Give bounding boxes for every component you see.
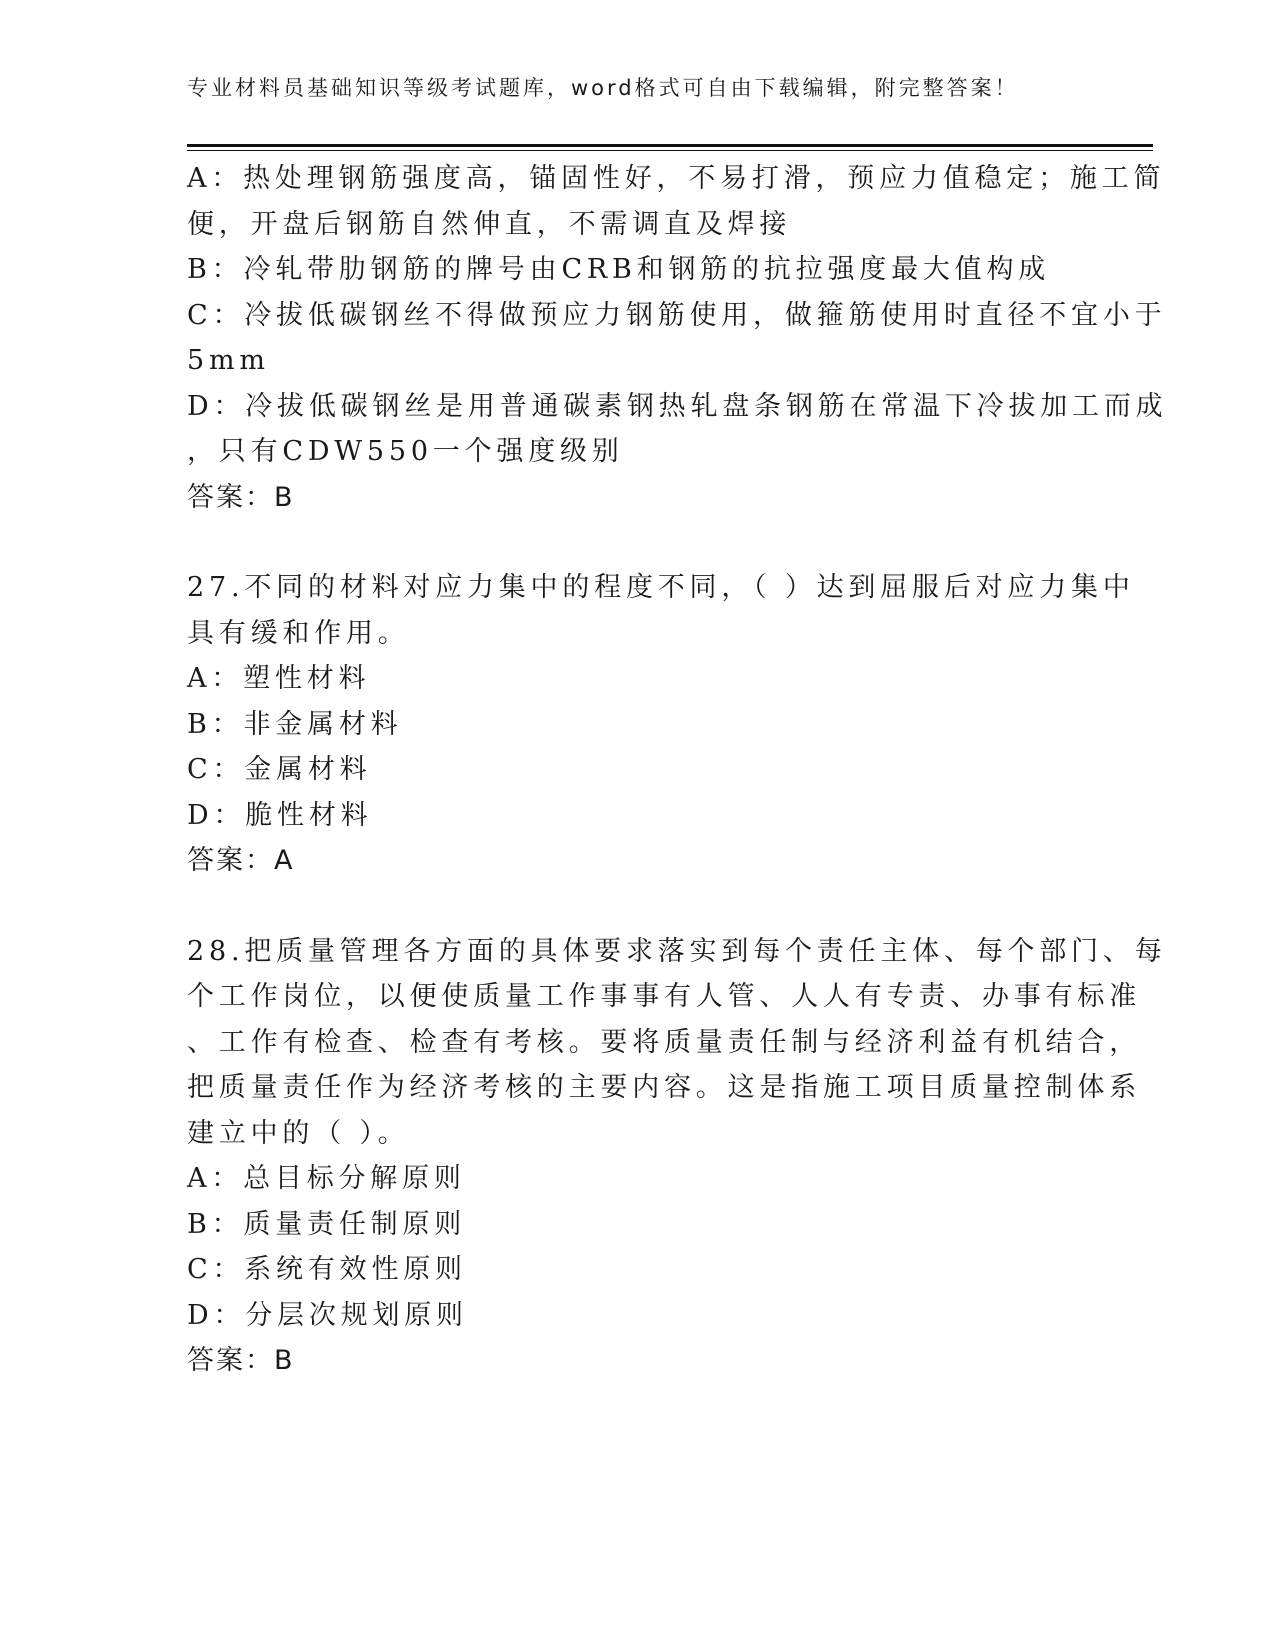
option-a-continued: 便，开盘后钢筋自然伸直，不需调直及焊接 <box>187 208 792 240</box>
question-28 <box>187 929 1167 1384</box>
question-27 <box>187 565 1135 884</box>
option-d: D：冷拔低碳钢丝是用普通碳素钢热轧盘条钢筋在常温下冷拔加工而成 <box>187 390 1168 422</box>
question-text-continued: 建立中的（ ）。 <box>187 1117 410 1149</box>
question-text-continued: 把质量责任作为经济考核的主要内容。这是指施工项目质量控制体系 <box>187 1072 1141 1103</box>
option-c: C：系统有效性原则 <box>187 1254 467 1285</box>
answer: 答案：B <box>187 1345 295 1376</box>
option-a: A：热处理钢筋强度高，锚固性好，不易打滑，预应力值稳定；施工简 <box>187 163 1166 194</box>
header-rule-thin <box>187 150 1153 151</box>
question-text-continued: 具有缓和作用。 <box>187 617 410 649</box>
answer: 答案：A <box>187 845 295 876</box>
spacer <box>187 520 1087 565</box>
question-text-continued: 、工作有检查、检查有考核。要将质量责任制与经济利益有机结合， <box>187 1026 1141 1058</box>
document-body <box>187 156 1168 1384</box>
option-b: B：非金属材料 <box>187 708 403 740</box>
option-c: C：冷拔低碳钢丝不得做预应力钢筋使用，做箍筋使用时直径不宜小于 <box>187 299 1167 331</box>
option-a: A：总目标分解原则 <box>187 1163 466 1194</box>
option-d-continued: ，只有CDW550一个强度级别 <box>187 436 624 467</box>
question-text-continued: 个工作岗位，以便使质量工作事事有人管、人人有专责、办事有标准 <box>187 981 1141 1012</box>
answer: 答案：B <box>187 481 295 513</box>
page-header: 专业材料员基础知识等级考试题库，word格式可自由下载编辑，附完整答案！ <box>187 76 1019 100</box>
option-a: A：塑性材料 <box>187 663 371 694</box>
option-b: B：冷轧带肋钢筋的牌号由CRB和钢筋的抗拉强度最大值构成 <box>187 254 1051 285</box>
header-rule-thick <box>187 144 1153 147</box>
option-c: C：金属材料 <box>187 754 372 785</box>
question-26 <box>187 156 1168 520</box>
option-d: D：分层次规划原则 <box>187 1299 468 1331</box>
option-c-continued: 5mm <box>187 345 270 376</box>
question-text: 28.把质量管理各方面的具体要求落实到每个责任主体、每个部门、每 <box>187 935 1167 967</box>
option-d: D：脆性材料 <box>187 799 373 831</box>
spacer <box>187 884 1087 929</box>
option-b: B：质量责任制原则 <box>187 1208 467 1240</box>
question-text: 27.不同的材料对应力集中的程度不同，（ ）达到屈服后对应力集中 <box>187 572 1135 603</box>
